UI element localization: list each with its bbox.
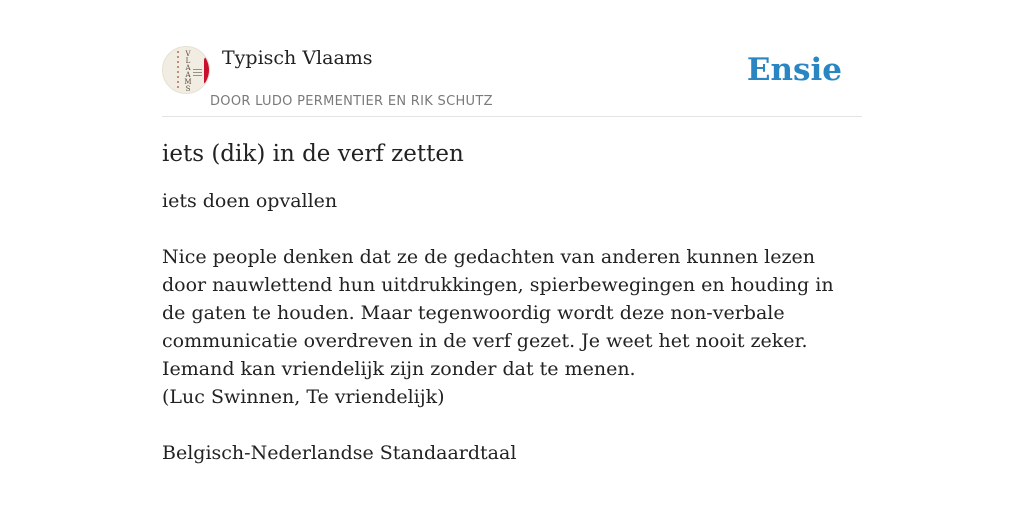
- collection-header: [162, 46, 862, 117]
- ensie-logo[interactable]: Ensie: [746, 52, 842, 88]
- entry-definition: iets doen opvallen: [162, 190, 338, 212]
- entry-card: [162, 46, 862, 486]
- book-cover-icon[interactable]: [162, 46, 210, 94]
- logo-letters: V L A A M S: [184, 50, 192, 93]
- entry-term: iets (dik) in de verf zetten: [162, 141, 464, 167]
- author-byline: DOOR LUDO PERMENTIER EN RIK SCHUTZ: [210, 94, 493, 109]
- entry-region: Belgisch-Nederlandse Standaardtaal: [162, 442, 517, 464]
- collection-title[interactable]: Typisch Vlaams: [222, 47, 373, 69]
- example-source: (Luc Swinnen, Te vriendelijk): [162, 386, 445, 408]
- entry-example: Nice people denken dat ze de gedachten van anderen kunnen lezen door nauwlettend hun uitdrukkingen, spierbewegingen en houding in de gaten te houden. Maar tegenwoordig wordt deze non-verbale communicatie overdreven in de verf gezet. Je weet het nooit zeker. Iemand kan vriendelijk zijn zonder dat te menen.: [162, 246, 834, 380]
